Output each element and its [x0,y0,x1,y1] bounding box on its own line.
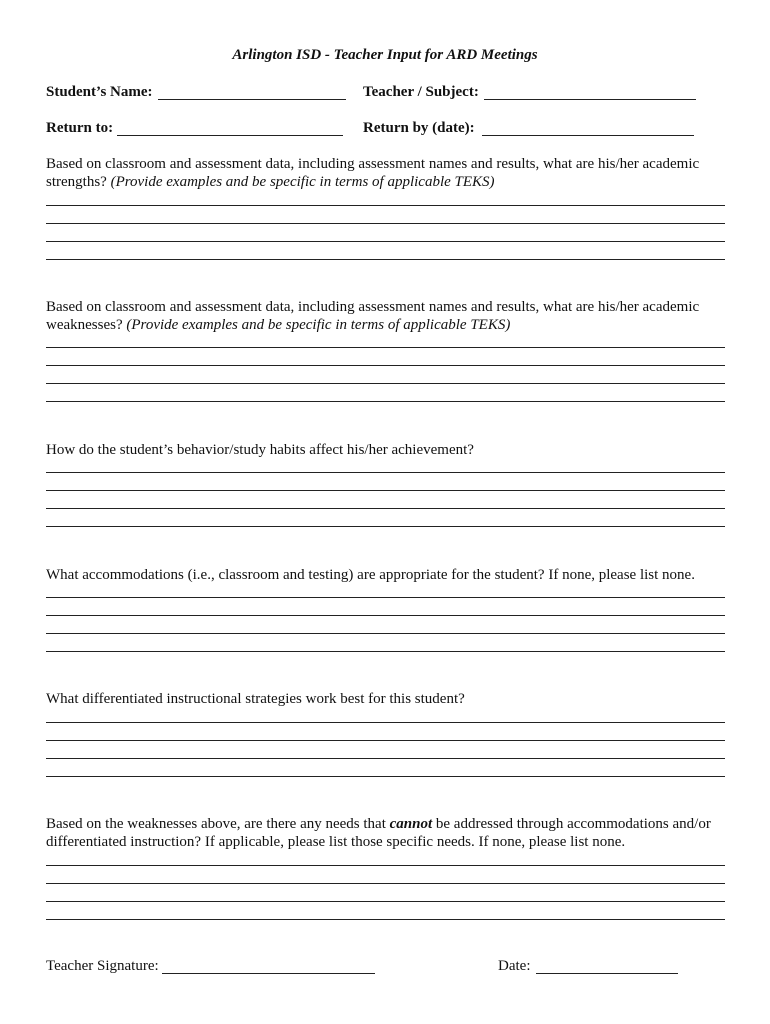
student-name-field[interactable] [158,99,346,100]
date-label: Date: [498,958,531,974]
answer-line[interactable] [46,740,725,741]
answer-line[interactable] [46,865,725,866]
answer-line[interactable] [46,901,725,902]
answer-line[interactable] [46,490,725,491]
answer-line[interactable] [46,241,725,242]
question-emphasis: cannot [389,816,433,832]
teacher-subject-label: Teacher / Subject: [363,84,479,100]
question-accommodations [46,566,736,584]
answer-line[interactable] [46,365,725,366]
answer-line[interactable] [46,758,725,759]
answer-line[interactable] [46,597,725,598]
answer-line[interactable] [46,776,725,777]
return-by-label: Return by (date): [363,120,475,136]
answer-line[interactable] [46,633,725,634]
answer-line[interactable] [46,883,725,884]
teacher-subject-field[interactable] [484,99,696,100]
question-text: Based on classroom and assessment data, including assessment names and results, what are his/her academic strengths? [46,156,700,190]
question-text-before: Based on the weaknesses above, are there any needs that [46,816,386,832]
question-note: (Provide examples and be specific in terms of applicable TEKS) [126,317,511,333]
question-text: What differentiated instructional strategies work best for this student? [46,691,465,707]
question-text: Based on classroom and assessment data, including assessment names and results, what are his/her academic weaknesses? [46,299,700,333]
return-by-field[interactable] [482,135,694,136]
answer-line[interactable] [46,722,725,723]
teacher-signature-field[interactable] [162,973,375,974]
answer-line[interactable] [46,472,725,473]
answer-line[interactable] [46,526,725,527]
answer-line[interactable] [46,383,725,384]
answer-line[interactable] [46,401,725,402]
teacher-signature-label: Teacher Signature: [46,958,159,974]
answer-line[interactable] [46,615,725,616]
answer-line[interactable] [46,205,725,206]
question-strategies [46,690,736,708]
form-title: Arlington ISD - Teacher Input for ARD Meetings [232,47,538,63]
student-name-label: Student’s Name: [46,84,153,100]
question-strengths [46,155,736,191]
answer-line[interactable] [46,223,725,224]
answer-line[interactable] [46,259,725,260]
question-behavior [46,441,736,459]
answer-line[interactable] [46,347,725,348]
answer-line[interactable] [46,919,725,920]
question-text: How do the student’s behavior/study habits affect his/her achievement? [46,442,474,458]
return-to-label: Return to: [46,120,114,136]
answer-line[interactable] [46,651,725,652]
question-note: (Provide examples and be specific in terms of applicable TEKS) [110,174,495,190]
question-text-after: be addressed through accommodations and/or differentiated instruction? If applicable, please list those specific needs. If none, please list none. [46,816,711,850]
question-unmet-needs [46,815,736,851]
question-weaknesses [46,298,736,334]
question-text: What accommodations (i.e., classroom and testing) are appropriate for the student? If none, please list none. [46,567,695,583]
return-to-field[interactable] [117,135,343,136]
date-field[interactable] [536,973,678,974]
answer-line[interactable] [46,508,725,509]
